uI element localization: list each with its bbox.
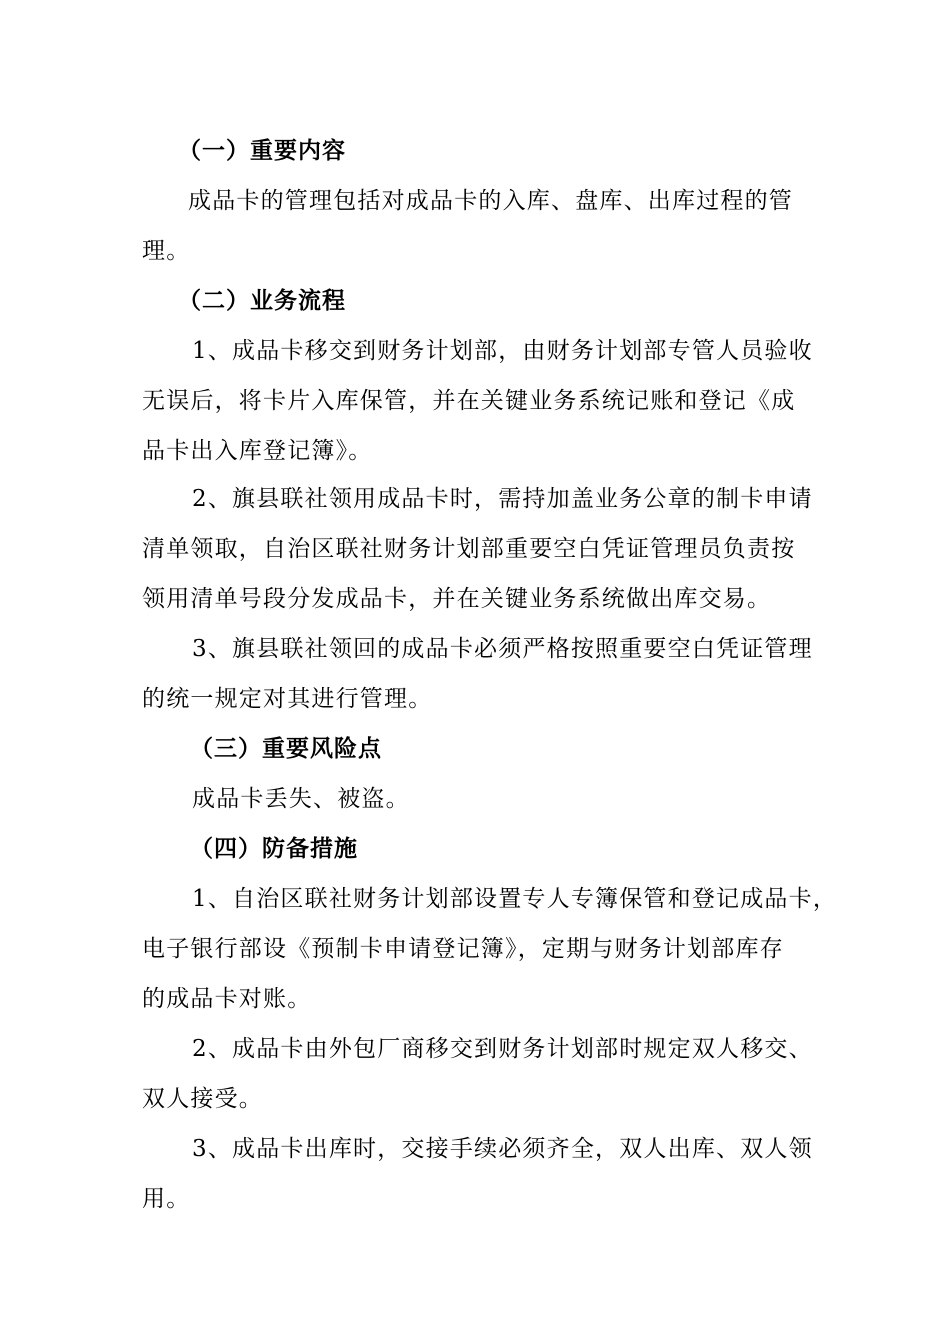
list-item-line: 用。 [142,1186,191,1212]
list-item-line: 清单领取，自治区联社财务计划部重要空白凭证管理员负责按 [142,536,796,562]
list-item-line: 的统一规定对其进行管理。 [142,686,433,712]
list-item-line: 3、成品卡出库时，交接手续必须齐全，双人出库、双人领 [192,1136,813,1162]
list-item-line: 领用清单号段分发成品卡，并在关键业务系统做出库交易。 [142,586,772,612]
paragraph-line: 理。 [142,238,191,264]
list-item-line: 1、成品卡移交到财务计划部，由财务计划部专管人员验收 [192,338,813,364]
list-item-line: 电子银行部设《预制卡申请登记簿》，定期与财务计划部库存 [142,936,784,962]
list-item-line: 1、自治区联社财务计划部设置专人专簿保管和登记成品卡， [192,886,838,912]
list-item-line: 品卡出入库登记簿》。 [142,438,373,464]
section-heading-important-content: （一）重要内容 [178,138,346,164]
list-item-line: 无误后，将卡片入库保管，并在关键业务系统记账和登记《成 [142,388,796,414]
paragraph-line: 成品卡丢失、被盗。 [192,786,410,812]
section-heading-risk-points: （三）重要风险点 [190,736,382,762]
section-heading-business-process: （二）业务流程 [178,288,346,314]
list-item-line: 3、旗县联社领回的成品卡必须严格按照重要空白凭证管理 [192,636,813,662]
section-heading-prevention-measures: （四）防备措施 [190,836,358,862]
list-item-line: 的成品卡对账。 [142,986,312,1012]
list-item-line: 双人接受。 [142,1086,263,1112]
paragraph-line: 成品卡的管理包括对成品卡的入库、盘库、出库过程的管 [188,188,793,214]
list-item-line: 2、成品卡由外包厂商移交到财务计划部时规定双人移交、 [192,1036,813,1062]
list-item-line: 2、旗县联社领用成品卡时，需持加盖业务公章的制卡申请 [192,486,813,512]
